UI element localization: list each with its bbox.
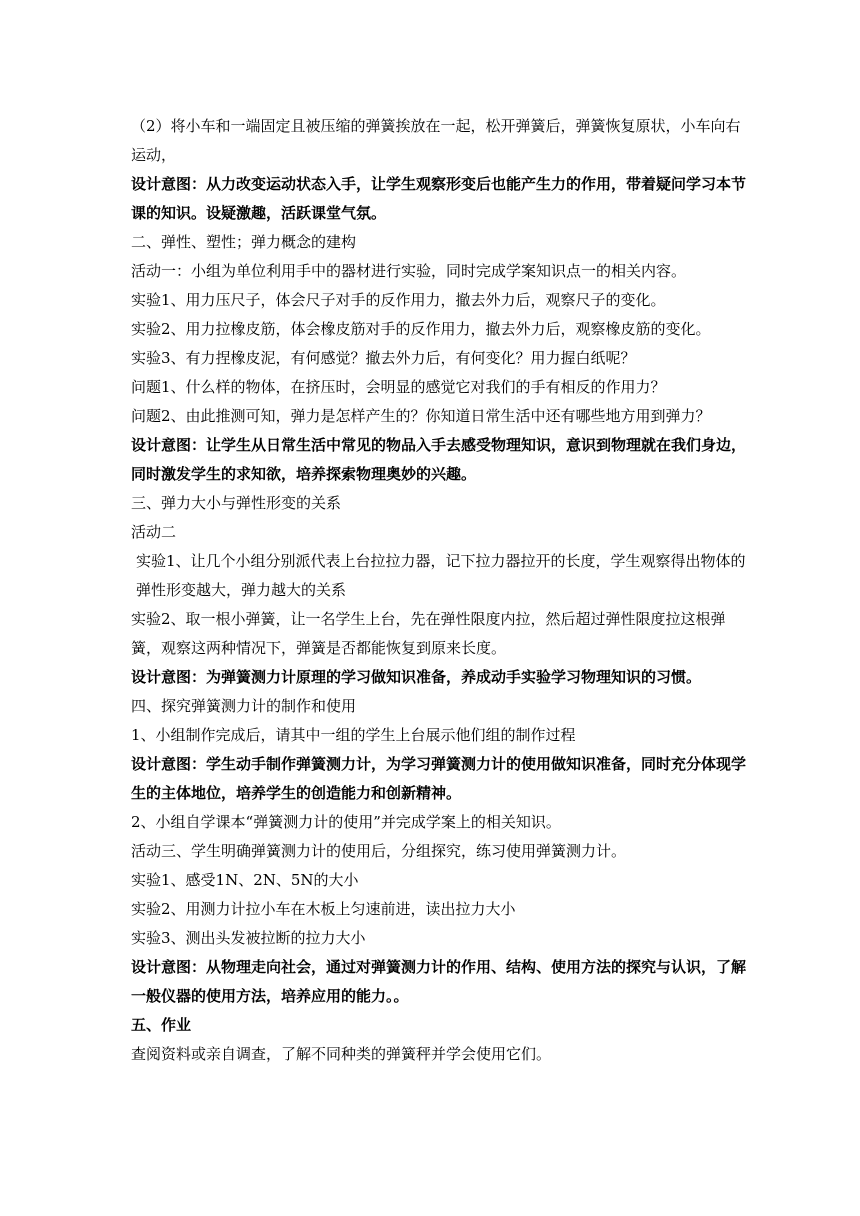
paragraph-activity-2-experiment-1: 实验1、让几个小组分别派代表上台拉拉力器，记下拉力器拉开的长度，学生观察得出物体的弹性形变越大，弹力越大的关系 [136, 552, 746, 599]
paragraph-activity-3-experiment-1: 实验1、感受1N、2N、5N的大小 [131, 871, 359, 889]
paragraph-step-2: 2、小组自学课本“弹簧测力计的使用”并完成学案上的相关知识。 [131, 813, 561, 831]
paragraph-experiment-1: 实验1、用力压尺子，体会尺子对手的反作用力，撤去外力后，观察尺子的变化。 [131, 291, 666, 309]
paragraph-activity-3-experiment-3: 实验3、测出头发被拉断的拉力大小 [131, 929, 366, 947]
paragraph-design-intent-2: 设计意图：让学生从日常生活中常见的物品入手去感受物理知识，意识到物理就在我们身边，同时激发学生的求知欲，培养探索物理奥妙的兴趣。 [131, 436, 747, 483]
paragraph-design-intent-4: 设计意图：学生动手制作弹簧测力计，为学习弹簧测力计的使用做知识准备，同时充分体现学生的主体地位，培养学生的创造能力和创新精神。 [131, 755, 747, 802]
paragraph-design-intent-1: 设计意图：从力改变运动状态入手，让学生观察形变后也能产生力的作用，带着疑问学习本节课的知识。设疑激趣，活跃课堂气氛。 [131, 175, 747, 222]
paragraph-step-1: 1、小组制作完成后，请其中一组的学生上台展示他们组的制作过程 [131, 726, 576, 744]
paragraph-design-intent-5: 设计意图：从物理走向社会，通过对弹簧测力计的作用、结构、使用方法的探究与认识，了解一般仪器的使用方法，培养应用的能力。。 [131, 958, 747, 1005]
document-body [131, 112, 750, 1069]
section-heading-3: 三、弹力大小与弹性形变的关系 [131, 494, 342, 512]
paragraph-experiment-3: 实验3、有力捏橡皮泥，有何感觉？撤去外力后，有何变化？用力握白纸呢？ [131, 349, 636, 367]
section-heading-2: 二、弹性、塑性；弹力概念的建构 [131, 233, 357, 251]
paragraph-intro-experiment: （2）将小车和一端固定且被压缩的弹簧挨放在一起，松开弹簧后，弹簧恢复原状，小车向右运动， [131, 117, 741, 164]
paragraph-design-intent-3: 设计意图：为弹簧测力计原理的学习做知识准备，养成动手实验学习物理知识的习惯。 [131, 668, 702, 686]
paragraph-activity-3: 活动三、学生明确弹簧测力计的使用后，分组探究，练习使用弹簧测力计。 [131, 842, 627, 860]
paragraph-activity-2: 活动二 [131, 523, 177, 541]
paragraph-experiment-2: 实验2、用力拉橡皮筋，体会橡皮筋对手的反作用力，撤去外力后，观察橡皮筋的变化。 [131, 320, 711, 338]
paragraph-activity-1: 活动一：小组为单位利用手中的器材进行实验，同时完成学案知识点一的相关内容。 [131, 262, 687, 280]
paragraph-question-2: 问题2、由此推测可知，弹力是怎样产生的？你知道日常生活中还有哪些地方用到弹力？ [131, 407, 711, 425]
section-heading-4: 四、探究弹簧测力计的制作和使用 [131, 697, 357, 715]
paragraph-activity-2-experiment-2: 实验2、取一根小弹簧，让一名学生上台，先在弹性限度内拉，然后超过弹性限度拉这根弹簧，观察这两种情况下，弹簧是否都能恢复到原来长度。 [131, 610, 726, 657]
paragraph-activity-3-experiment-2: 实验2、用测力计拉小车在木板上匀速前进，读出拉力大小 [131, 900, 516, 918]
paragraph-question-1: 问题1、什么样的物体，在挤压时，会明显的感觉它对我们的手有相反的作用力？ [131, 378, 666, 396]
section-heading-5: 五、作业 [131, 1016, 192, 1034]
paragraph-homework: 查阅资料或亲自调查，了解不同种类的弹簧秤并学会使用它们。 [131, 1045, 552, 1063]
